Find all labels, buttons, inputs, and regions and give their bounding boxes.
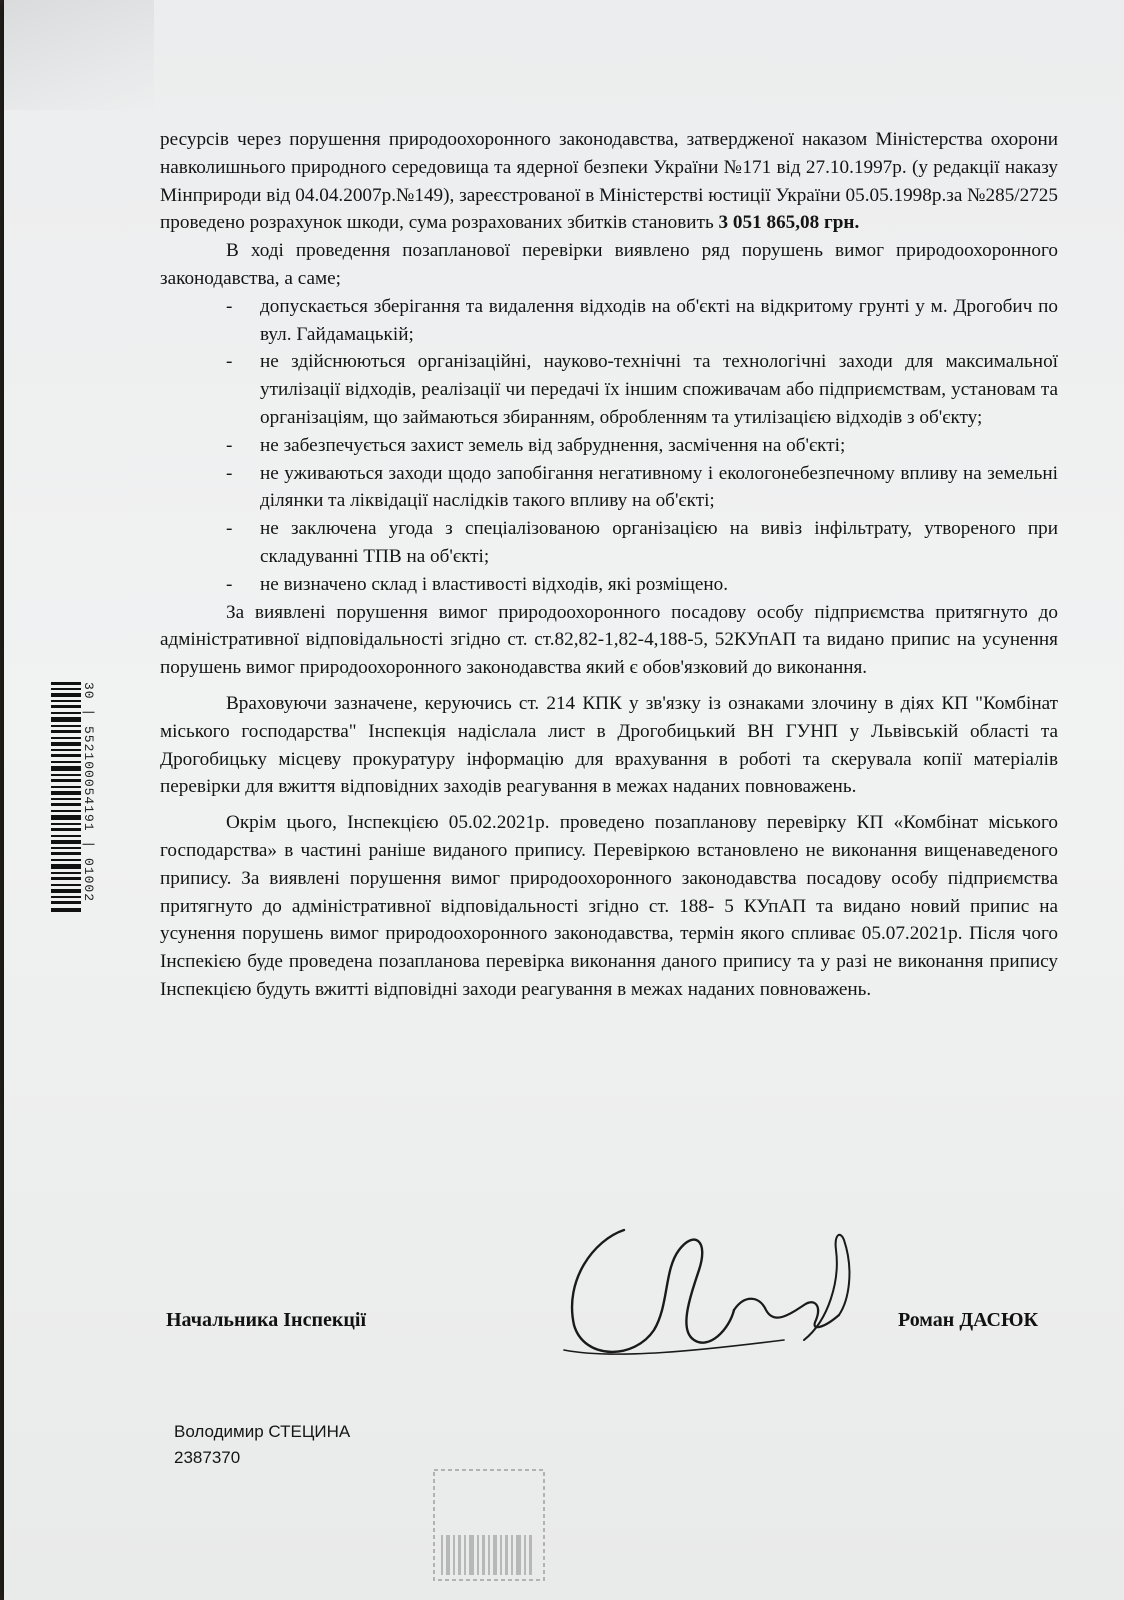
list-item: - не здійснюються організаційні, науково-технічні та технологічні заходи для максимальної утилізації відходів, реалізації чи передачі їх іншим споживачам або підприємствам, установам та організаціям, що займаються збиранням, обробленням та утилізацією відходів з об'єкту; (226, 351, 1058, 428)
paragraph-damage-calculation (160, 126, 1058, 237)
faded-stamp (429, 1465, 549, 1585)
executor-name: Володимир СТЕЦИНА (174, 1422, 351, 1441)
paragraph-follow-up-inspection: Окрім цього, Інспекцією 05.02.2021р. проведено позапланову перевірку КП «Комбінат міського господарства» в частині раніше виданого припису. Перевіркою встановлено не виконання вищенаведеного припису. За виявлені порушення вимог природоохоронного законодавства посадову особу підприємства притягнуто до адміністративної відповідальності згідно ст. 188- 5 КУпАП та видано новий припис на усунення порушень вимог природоохоронного законодавства, термін якого спливає 05.07.2021р. Після чого Інспекією буде проведена позапланова перевірка виконання даного припису та у разі не виконання припису Інспекцією будуть вжитті відповідні заходи реагування в межах наданих повноважень. (160, 812, 1058, 1000)
paragraph-criminal-referral: Враховуючи зазначене, керуючись ст. 214 КПК у зв'язку із ознаками злочину в діях КП "Комбінат міського господарства" Інспекція надіслала лист в Дрогобицький ВН ГУНП у Львівській області та Дрогобицьку місцеву прокуратуру інформацію для врахування в роботі та скерувала копії матеріалів перевірки для вжиття відповідних заходів реагування в межах наданих повноважень. (160, 692, 1058, 798)
list-item: - не уживаються заходи щодо запобігання негативному і екологонебезпечному впливу на земельні ділянки та ліквідації наслідків такого впливу на об'єкті; (226, 462, 1058, 512)
paragraph-liability: За виявлені порушення вимог природоохоронного посадову особу підприємства притягнуто до адміністративної відповідальності згідно ст. ст.82,82-1,82-4,188-5, 52КУпАП та видано припис на усунення порушень вимог природоохоронного законодавства який є обов'язковий до виконання. (160, 601, 1058, 679)
letter-body (160, 126, 1058, 1004)
list-item: - не заключена угода з спеціалізованою організацією на вивіз інфільтрату, утвореного при складуванні ТПВ на об'єкті; (226, 518, 1058, 567)
barcode-number: 30 | 552100054191 | 01002 (81, 682, 96, 903)
list-item: - допускається зберігання та видалення відходів на об'єкті на відкритому грунті у м. Дрогобич по вул. Гайдамацькій; (226, 295, 1058, 345)
signatory-name: Роман ДАСЮК (897, 1309, 1038, 1331)
page-fold-shadow (4, 0, 154, 110)
list-item: - не визначено склад і властивості відходів, які розміщено. (226, 573, 729, 595)
violations-list (160, 293, 1058, 599)
document-page (4, 0, 1124, 1600)
executor-block (174, 1419, 350, 1471)
paragraph-text: ресурсів через порушення природоохоронного законодавства, затвердженої наказом Міністерства охорони навколишнього природного середовища та ядерної безпеки України №171 від 27.10.1997р. (у редакції наказу Мінприроди від 04.04.2007р.№149), зареєстрованої в Міністерстві юстиції України 05.05.1998р.за №285/2725 проведено розрахунок шкоди, сума розрахованих збитків становить (160, 129, 1058, 234)
list-item: - не забезпечується захист земель від забруднення, засмічення на об'єкті; (226, 434, 846, 456)
handwritten-signature (504, 1210, 864, 1370)
damage-sum: 3 051 865,08 грн. (718, 212, 860, 234)
barcode-graphic (51, 682, 81, 912)
paragraph-inspection-findings: В ході проведення позапланової перевірки виявлено ряд порушень вимог природоохоронного законодавства, а саме; (160, 240, 1058, 289)
signatory-title: Начальника Інспекції (166, 1309, 367, 1331)
executor-phone: 2387370 (174, 1448, 241, 1467)
